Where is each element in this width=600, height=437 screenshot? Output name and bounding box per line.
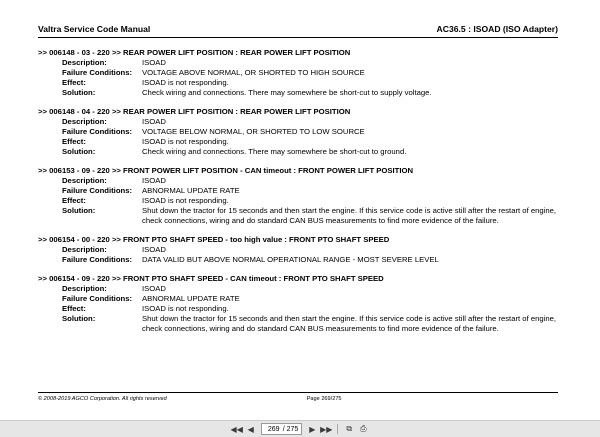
failure-label: Failure Conditions: (62, 294, 133, 303)
description-label: Description: (62, 117, 107, 126)
effect-label: Effect: (62, 137, 86, 146)
service-code-title: >> 006154 - 00 - 220 >> FRONT PTO SHAFT SPEED - too high value : FRONT PTO SHAFT SPEED (38, 235, 390, 244)
print-icon[interactable]: ⎙ (360, 424, 367, 433)
service-code-entry (38, 107, 563, 157)
effect-value: ISOAD is not responding. (142, 304, 229, 313)
solution-value: Shut down the tractor for 15 seconds and then start the engine. If this service code is active still after the restart of engine, check connections, wiring and do standard CAN BUS measurements to find more evidence of the failure. (142, 314, 557, 333)
page-header (38, 24, 558, 38)
solution-label: Solution: (62, 314, 96, 323)
last-page-icon[interactable]: ▶▶ (320, 424, 333, 434)
failure-value: ABNORMAL UPDATE RATE (142, 294, 240, 303)
section-title: AC36.5 : ISOAD (ISO Adapter) (436, 24, 558, 34)
effect-label: Effect: (62, 196, 86, 205)
service-code-title: >> 006148 - 04 - 220 >> REAR POWER LIFT POSITION : REAR POWER LIFT POSITION (38, 107, 351, 116)
description-label: Description: (62, 176, 107, 185)
total-pages-label: / 275 (282, 425, 299, 433)
description-label: Description: (62, 245, 107, 254)
description-value: ISOAD (142, 176, 166, 185)
failure-value: VOLTAGE ABOVE NORMAL, OR SHORTED TO HIGH SOURCE (142, 68, 365, 77)
service-code-entry (38, 274, 563, 334)
service-code-entry (38, 48, 563, 98)
effect-value: ISOAD is not responding. (142, 137, 229, 146)
first-page-icon[interactable]: ◀◀ (230, 424, 243, 434)
service-code-title: >> 006148 - 03 - 220 >> REAR POWER LIFT POSITION : REAR POWER LIFT POSITION (38, 48, 351, 57)
solution-label: Solution: (62, 147, 96, 156)
page-number-input[interactable] (265, 426, 283, 433)
failure-label: Failure Conditions: (62, 186, 133, 195)
toolbar-divider (337, 424, 338, 434)
copy-icon[interactable]: ⧉ (346, 424, 353, 433)
description-label: Description: (62, 284, 107, 293)
next-page-icon[interactable]: ▶ (309, 424, 316, 434)
page-footer (38, 392, 558, 402)
solution-label: Solution: (62, 88, 96, 97)
effect-label: Effect: (62, 78, 86, 87)
description-value: ISOAD (142, 284, 166, 293)
effect-value: ISOAD is not responding. (142, 78, 229, 87)
service-code-entry (38, 166, 563, 226)
failure-value: VOLTAGE BELOW NORMAL, OR SHORTED TO LOW SOURCE (142, 127, 365, 136)
pdf-navigation-toolbar (0, 420, 600, 437)
page-number-box (261, 423, 303, 435)
effect-label: Effect: (62, 304, 86, 313)
failure-label: Failure Conditions: (62, 68, 133, 77)
manual-title: Valtra Service Code Manual (38, 24, 151, 34)
failure-value: ABNORMAL UPDATE RATE (142, 186, 240, 195)
description-value: ISOAD (142, 58, 166, 67)
solution-label: Solution: (62, 206, 96, 215)
page-number: Page 269/275 (306, 396, 342, 402)
copyright-text: © 2008-2019 AGCO Corporation. All rights reserved (38, 396, 167, 402)
service-code-title: >> 006154 - 09 - 220 >> FRONT PTO SHAFT SPEED - CAN timeout : FRONT PTO SHAFT SPEED (38, 274, 384, 283)
effect-value: ISOAD is not responding. (142, 196, 229, 205)
service-code-title: >> 006153 - 09 - 220 >> FRONT POWER LIFT POSITION - CAN timeout : FRONT POWER LIFT POSITION (38, 166, 414, 175)
failure-label: Failure Conditions: (62, 255, 133, 264)
description-value: ISOAD (142, 245, 166, 254)
solution-value: Check wiring and connections. There may somewhere be short-cut to ground. (142, 147, 407, 156)
previous-page-icon[interactable]: ◀ (247, 424, 254, 434)
description-label: Description: (62, 58, 107, 67)
failure-value: DATA VALID BUT ABOVE NORMAL OPERATIONAL RANGE - MOST SEVERE LEVEL (142, 255, 439, 264)
service-code-list (38, 48, 563, 343)
solution-value: Check wiring and connections. There may somewhere be short-cut to supply voltage. (142, 88, 432, 97)
solution-value: Shut down the tractor for 15 seconds and then start the engine. If this service code is active still after the restart of engine, check connections, wiring and do standard CAN BUS measurements to find more evidence of the failure. (142, 206, 557, 225)
failure-label: Failure Conditions: (62, 127, 133, 136)
service-code-entry (38, 235, 563, 265)
description-value: ISOAD (142, 117, 166, 126)
